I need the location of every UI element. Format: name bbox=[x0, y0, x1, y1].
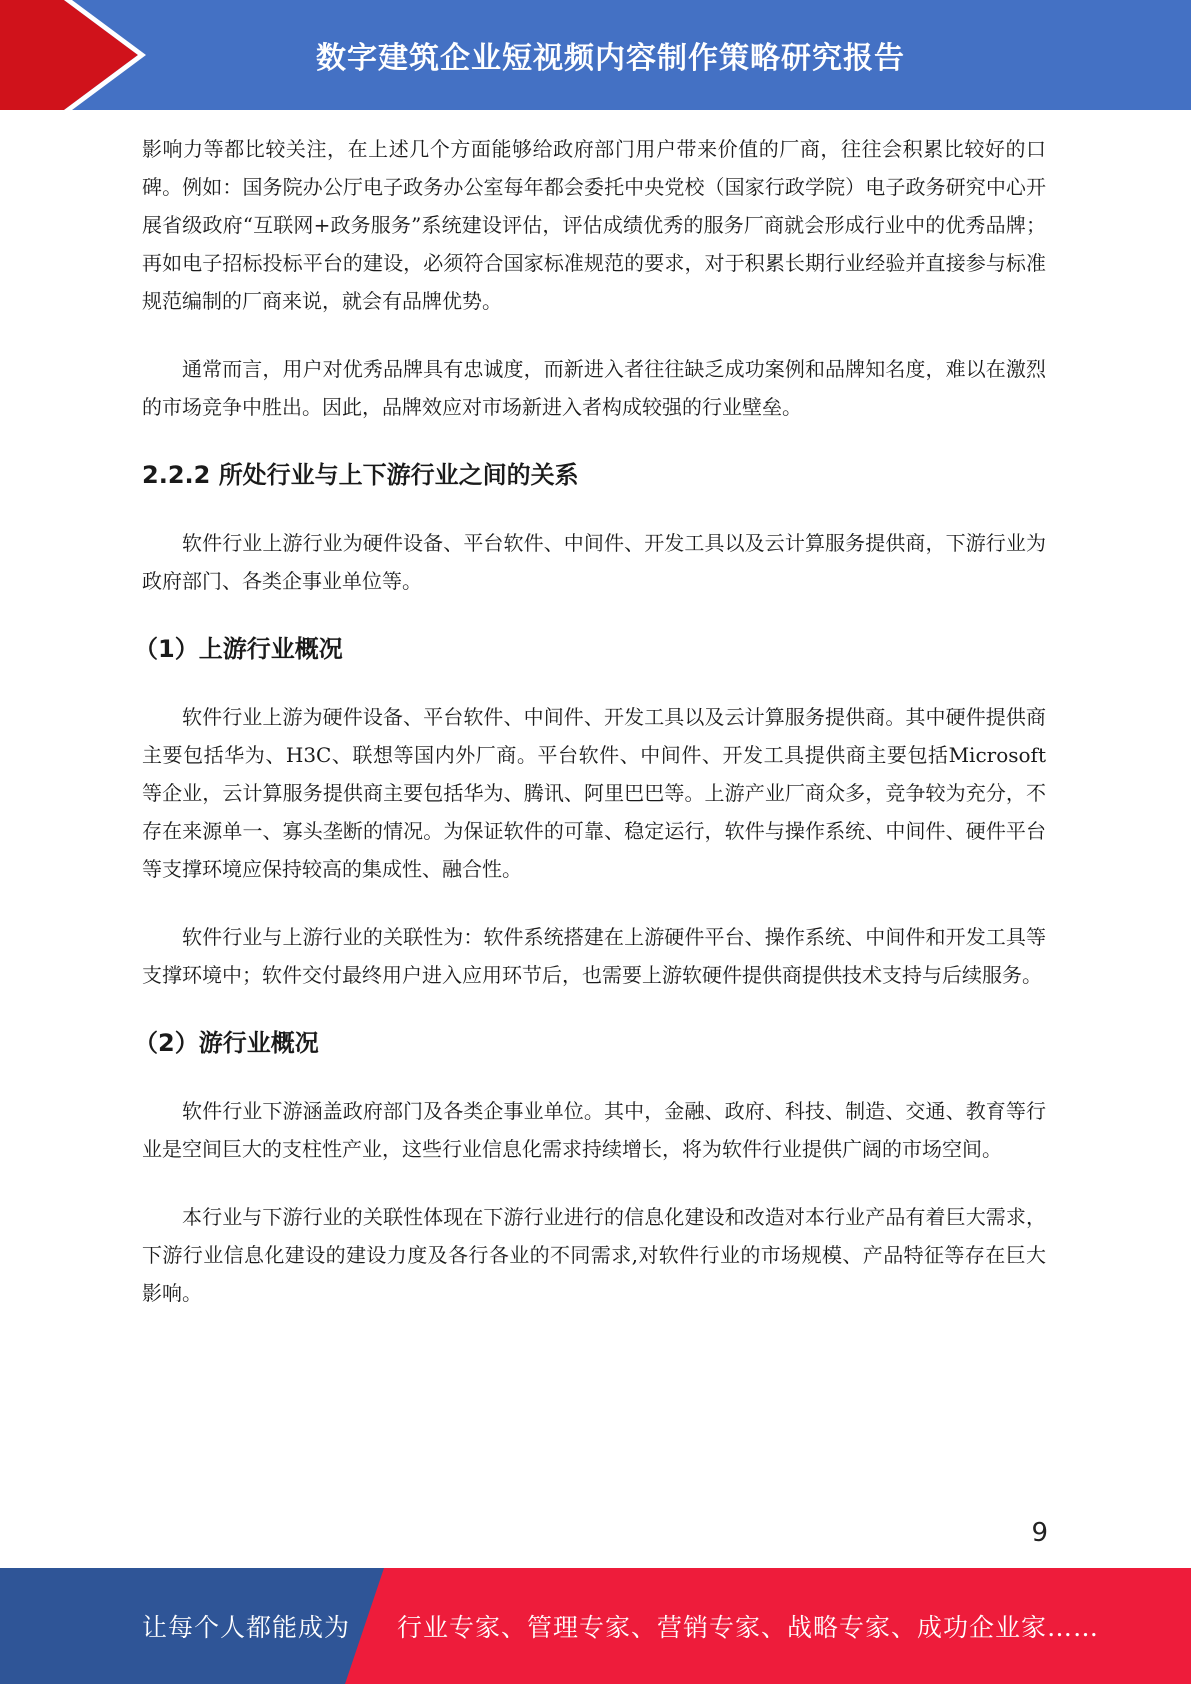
report-title: 数字建筑企业短视频内容制作策略研究报告 bbox=[316, 41, 905, 76]
footer-slogan-right: 行业专家、管理专家、营销专家、战略专家、成功企业家…… bbox=[397, 1613, 1100, 1642]
paragraph-upstream-relation: 软件行业与上游行业的关联性为：软件系统搭建在上游硬件平台、操作系统、中间件和开发工具等支撑环境中；软件交付最终用户进入应用环节后，也需要上游软硬件提供商提供技术支持与后续服务。 bbox=[142, 925, 1046, 987]
paragraph-upstream-overview: 软件行业上游为硬件设备、平台软件、中间件、开发工具以及云计算服务提供商。其中硬件提供商主要包括华为、H3C、联想等国内外厂商。平台软件、中间件、开发工具提供商主要包括Microsoft 等企业，云计算服务提供商主要包括华为、腾讯、阿里巴巴等。上游产业厂商众多，竞争较为充分，不存在来源单一、寡头垄断的情况。为保证软件的可靠、稳定运行，软件与操作系统、中间件、硬件平台等支撑环境应保持较高的集成性、融合性。 bbox=[142, 705, 1046, 881]
section-heading-2-2-2: 2.2.2 所处行业与上下游行业之间的关系 bbox=[142, 461, 579, 489]
paragraph-brand-influence: 影响力等都比较关注，在上述几个方面能够给政府部门用户带来价值的厂商，往往会积累比较好的口碑。例如：国务院办公厅电子政务办公室每年都会委托中央党校（国家行政学院）电子政务研究中心开展省级政府“互联网+政务服务”系统建设评估，评估成绩优秀的服务厂商就会形成行业中的优秀品牌；再如电子招标投标平台的建设，必须符合国家标准规范的要求，对于积累长期行业经验并直接参与标准规范编制的厂商来说，就会有品牌优势。 bbox=[142, 137, 1046, 313]
paragraph-brand-loyalty: 通常而言，用户对优秀品牌具有忠诚度，而新进入者往往缺乏成功案例和品牌知名度，难以在激烈的市场竞争中胜出。因此，品牌效应对市场新进入者构成较强的行业壁垒。 bbox=[142, 357, 1046, 419]
page-footer bbox=[0, 1568, 1191, 1684]
page-header bbox=[0, 0, 1191, 110]
subheading-upstream: （1）上游行业概况 bbox=[134, 635, 343, 663]
paragraph-upstream-downstream: 软件行业上游行业为硬件设备、平台软件、中间件、开发工具以及云计算服务提供商，下游行业为政府部门、各类企事业单位等。 bbox=[142, 531, 1046, 593]
paragraph-downstream-overview: 软件行业下游涵盖政府部门及各类企事业单位。其中，金融、政府、科技、制造、交通、教育等行业是空间巨大的支柱性产业，这些行业信息化需求持续增长，将为软件行业提供广阔的市场空间。 bbox=[142, 1099, 1046, 1161]
paragraph-downstream-relation: 本行业与下游行业的关联性体现在下游行业进行的信息化建设和改造对本行业产品有着巨大需求，下游行业信息化建设的建设力度及各行各业的不同需求,对软件行业的市场规模、产品特征等存在巨大影响。 bbox=[142, 1205, 1046, 1305]
footer-slogan-left: 让每个人都能成为 bbox=[142, 1613, 351, 1642]
page-number: 9 bbox=[1031, 1518, 1048, 1548]
main-content bbox=[134, 130, 1046, 1342]
header-red-chevron bbox=[0, 0, 150, 110]
subheading-downstream: （2）游行业概况 bbox=[134, 1029, 319, 1057]
